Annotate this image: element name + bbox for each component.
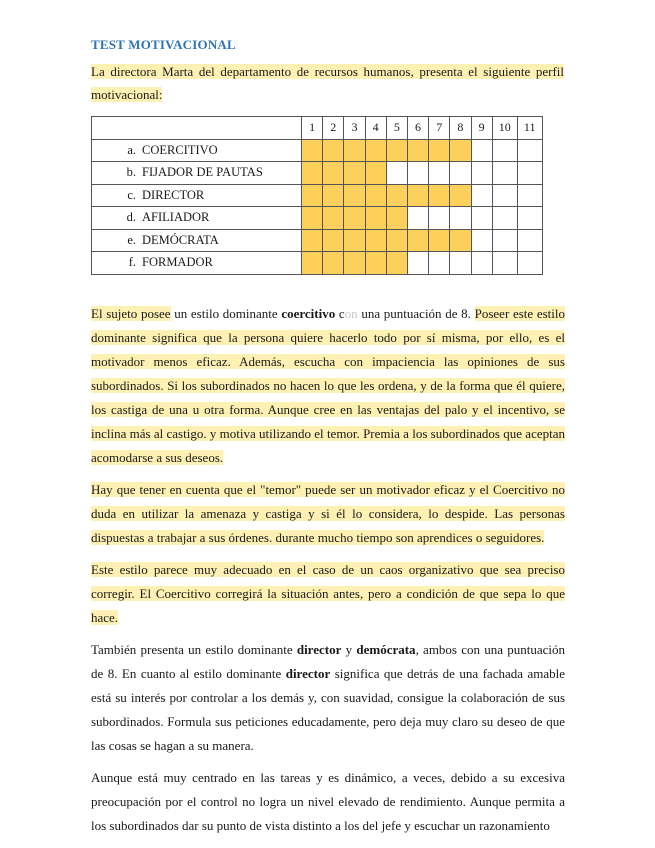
row-letter: b. — [126, 165, 136, 180]
row-label — [92, 139, 302, 162]
row-name: FORMADOR — [142, 255, 213, 270]
score-cell-filled — [386, 252, 407, 275]
score-cell-filled — [302, 207, 323, 230]
table-row — [92, 184, 543, 207]
column-header: 11 — [517, 117, 542, 140]
row-label — [92, 229, 302, 252]
column-header: 8 — [450, 117, 471, 140]
score-cell-empty — [429, 162, 450, 185]
score-cell-empty — [492, 207, 517, 230]
intro-paragraph — [91, 60, 564, 106]
row-name: AFILIADOR — [142, 210, 210, 225]
row-label — [92, 184, 302, 207]
score-cell-empty — [517, 184, 542, 207]
score-cell-empty — [471, 184, 492, 207]
score-cell-filled — [302, 184, 323, 207]
row-letter: f. — [128, 255, 136, 270]
score-cell-empty — [492, 229, 517, 252]
column-header: 9 — [471, 117, 492, 140]
table-header-row — [92, 117, 543, 140]
score-cell-filled — [386, 184, 407, 207]
score-cell-empty — [407, 207, 428, 230]
analysis-text — [91, 302, 565, 846]
column-header: 7 — [429, 117, 450, 140]
score-cell-empty — [517, 162, 542, 185]
score-cell-filled — [386, 207, 407, 230]
score-cell-filled — [365, 139, 386, 162]
table-row — [92, 229, 543, 252]
score-cell-empty — [386, 162, 407, 185]
score-cell-filled — [429, 139, 450, 162]
column-header: 3 — [344, 117, 365, 140]
document-title: TEST MOTIVACIONAL — [91, 37, 236, 52]
score-cell-filled — [344, 207, 365, 230]
score-cell-filled — [450, 184, 471, 207]
column-header: 10 — [492, 117, 517, 140]
table-row — [92, 162, 543, 185]
column-header: 5 — [386, 117, 407, 140]
score-cell-filled — [365, 229, 386, 252]
score-cell-empty — [471, 207, 492, 230]
score-cell-filled — [407, 229, 428, 252]
score-cell-filled — [429, 184, 450, 207]
score-cell-filled — [323, 229, 344, 252]
score-cell-filled — [344, 139, 365, 162]
row-name: DEMÓCRATA — [142, 232, 219, 247]
row-label — [92, 252, 302, 275]
table-row — [92, 139, 543, 162]
row-name: DIRECTOR — [142, 187, 205, 202]
paragraph-coercitivo: El sujeto posee un estilo dominante coercitivo con una puntuación de 8. Poseer este estilo dominante significa que la persona quiere hacerlo todo por sí misma, por ello, es el motivador menos eficaz. Además, escucha con impaciencia las opiniones de sus subordinados. Si los subordinados no hacen lo que les ordena, y de la forma que él quiere, los castiga de una u otra forma. Aunque cree en las ventajas del palo y el incentivo, se inclina más al castigo. y motiva utilizando el temor. Premia a los subordinados que aceptan acomodarse a sus deseos. — [91, 306, 565, 465]
score-cell-filled — [450, 229, 471, 252]
score-cell-empty — [429, 252, 450, 275]
score-cell-filled — [429, 229, 450, 252]
score-cell-empty — [517, 229, 542, 252]
paragraph-director: También presenta un estilo dominante director y demócrata, ambos con una puntuación de 8. En cuanto al estilo dominante director significa que detrás de una fachada amable está su interés por controlar a los demás y, con suavidad, consigue la colaboración de sus subordinados. Formula sus peticiones educadamente, pero deja muy claro su deseo de que las cosas se hagan a su manera. — [91, 642, 566, 753]
score-cell-filled — [323, 184, 344, 207]
column-header: 4 — [365, 117, 386, 140]
score-cell-filled — [344, 162, 365, 185]
score-cell-filled — [365, 184, 386, 207]
score-cell-empty — [450, 252, 471, 275]
score-cell-filled — [386, 139, 407, 162]
score-cell-filled — [365, 162, 386, 185]
score-cell-filled — [302, 229, 323, 252]
score-cell-empty — [471, 162, 492, 185]
row-label — [92, 162, 302, 185]
row-letter: e. — [127, 232, 136, 247]
score-cell-empty — [407, 162, 428, 185]
score-cell-empty — [450, 162, 471, 185]
score-cell-filled — [323, 162, 344, 185]
paragraph-temor: Hay que tener en cuenta que el "temor" puede ser un motivador eficaz y el Coercitivo no duda en utilizar la amenaza y castiga y si él lo considera, lo despide. Las personas dispuestas a trabajar a sus órdenes. durante mucho tiempo son aprendices o seguidores. — [91, 482, 565, 545]
score-cell-empty — [517, 207, 542, 230]
row-label — [92, 207, 302, 230]
score-cell-empty — [517, 252, 542, 275]
row-name: COERCITIVO — [142, 142, 218, 157]
score-cell-empty — [492, 184, 517, 207]
row-letter: a. — [127, 142, 136, 157]
paragraph-tareas: Aunque está muy centrado en las tareas y es dinámico, a veces, debido a su excesiva preocupación por el control no logra un nivel elevado de rendimiento. Aunque permita a los subordinados dar su punto de vista distinto a los del jefe y escuchar un razonamiento — [91, 770, 565, 833]
score-cell-empty — [492, 252, 517, 275]
score-cell-empty — [429, 207, 450, 230]
score-cell-filled — [344, 229, 365, 252]
table-row — [92, 207, 543, 230]
score-cell-empty — [471, 229, 492, 252]
column-header: 1 — [302, 117, 323, 140]
score-cell-filled — [450, 139, 471, 162]
row-name: FIJADOR DE PAUTAS — [142, 165, 263, 180]
score-cell-filled — [302, 162, 323, 185]
score-cell-filled — [386, 229, 407, 252]
score-cell-filled — [365, 207, 386, 230]
motivational-profile-table — [91, 116, 543, 275]
column-header: 6 — [407, 117, 428, 140]
paragraph-caos: Este estilo parece muy adecuado en el caso de un caos organizativo que sea preciso corregir. El Coercitivo corregirá la situación antes, pero a condición de que sepa lo que hace. — [91, 562, 565, 625]
row-letter: c. — [127, 187, 136, 202]
score-cell-empty — [471, 139, 492, 162]
score-cell-empty — [492, 162, 517, 185]
score-cell-filled — [344, 252, 365, 275]
score-cell-filled — [407, 139, 428, 162]
score-cell-filled — [323, 252, 344, 275]
score-cell-filled — [365, 252, 386, 275]
score-cell-empty — [517, 139, 542, 162]
score-cell-filled — [302, 139, 323, 162]
row-letter: d. — [126, 210, 136, 225]
score-cell-filled — [323, 139, 344, 162]
score-cell-empty — [471, 252, 492, 275]
score-cell-filled — [302, 252, 323, 275]
score-cell-empty — [407, 252, 428, 275]
score-cell-filled — [323, 207, 344, 230]
intro-text: La directora Marta del departamento de recursos humanos, presenta el siguiente perfil motivacional: — [91, 64, 564, 102]
score-cell-empty — [450, 207, 471, 230]
table-corner-cell — [92, 117, 302, 140]
column-header: 2 — [323, 117, 344, 140]
score-cell-filled — [407, 184, 428, 207]
score-cell-filled — [344, 184, 365, 207]
table-row — [92, 252, 543, 275]
score-cell-empty — [492, 139, 517, 162]
